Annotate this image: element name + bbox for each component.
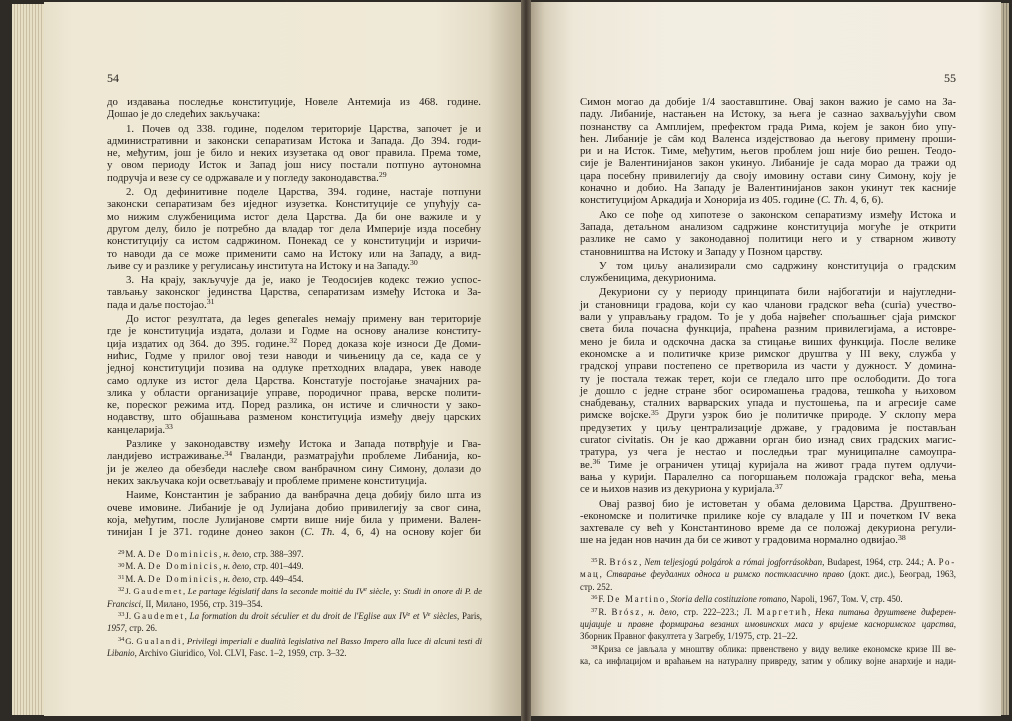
text-line [107,159,481,171]
footnote [107,635,482,660]
text-line [580,260,956,272]
footnote [580,593,956,605]
italic-text: Studi in onore di P. de [403,586,482,597]
footnote [580,556,956,593]
text-run: једној конституцији позива на одлуке претходних владара, увек наводе [107,362,481,375]
text-run: Други узрок био је политичке природе. У склопу мера [658,409,957,422]
paragraph [107,96,481,121]
italic-text: C. Th. [304,526,335,539]
text-run: , стр. 401–449. [249,561,304,572]
text-run: , Archivo Giuridico, Vol. CLVI, Fasc. 1–2, 1959, стр. 3–32. [134,648,347,659]
text-run: , [183,586,188,597]
text-run: се и њихов назив из декуриона у куријала. [580,483,775,496]
text-line [107,598,482,610]
paragraph [580,286,956,495]
text-line [580,272,956,284]
text-run: 4, 6, 4) на основу којег би [334,526,481,539]
author-name: мац [580,569,600,580]
author-name: Маргетић [756,606,808,617]
text-run: F. [598,594,608,605]
text-line [580,397,956,409]
text-run: пада и даље постојао. [107,298,207,311]
italic-text: Стварање феудалних односа и римско посткласично право [606,569,845,580]
superscript-text: e [427,611,431,619]
footnote-ref: 29 [378,170,387,180]
text-run: предузетих у циљу централизације државе, у градовима је постављан [580,421,956,434]
italic-text: Storia della costituzione romano [670,594,787,605]
text-line [580,471,956,483]
text-run: 4, 6, 6). [847,194,884,207]
text-line [580,459,956,471]
text-run: само одлуке из истог дела Царства. Констатује постојање значајних ра- [107,374,481,387]
text-run: , [807,606,816,617]
text-run: , II, Милано, 1956, стр. 319–354. [141,598,263,609]
footnote-number: 38 [591,643,598,651]
page-number: 55 [944,71,956,85]
paragraph [580,260,956,285]
text-run: злика у области организације управе, породичног права, верске полити- [107,386,481,399]
text-line [580,121,956,133]
text-run: нићис, Годме у прилог овој тези наводи и чињеницу да се, када се у [107,349,481,362]
footnote [580,643,956,668]
author-name: Gaudemet [133,586,183,597]
text-line [107,622,482,634]
text-run: мо нижим службеницима истог дела Царства. Да би оне важиле и у [107,210,481,223]
italic-text: н. дело [223,573,249,584]
paragraph [107,489,481,538]
footnote [107,585,482,610]
text-run: света била почасна функција, праћена разним привилегијама, а истовре- [580,323,956,336]
footnote [107,610,482,635]
text-run: Разлике у законодавству између Истока и Запада потврђује и Гва- [126,438,481,451]
text-line [107,560,482,572]
text-run: , [599,569,607,580]
author-name: De Dominicis [148,549,219,559]
text-run: , Napoli, 1967, Том. V, стр. 450. [786,594,903,605]
text-run: ција издатих од 364. до 395. године. [107,337,290,350]
text-line [107,186,481,198]
footnote [107,548,482,560]
text-run: до издавања последње конституције, Новеле Антемија из 468. године. [107,96,481,108]
italic-text: Privilegi imperiali e dualità legislativa nel Basso Impero alla luce di alcuni testi di [186,635,482,646]
text-run: познанству са Амплијем, префектом града Рима, којем је закон био упу- [580,120,956,133]
text-run: J. [125,586,134,597]
text-line [107,135,481,147]
text-line [580,96,956,108]
text-run: разлике не само у законодавној политици него и у стварном животу [580,233,956,246]
italic-text: Nem teljesjogú polgárok a római jogforrásokban [644,557,823,567]
footnote-ref: 34 [224,448,233,458]
text-run: вали у управљању градом. То је у доба највећег спољашњег сјаја римског [580,311,956,324]
text-line [580,568,956,580]
footnote-number: 31 [118,573,125,581]
text-run: римске војске. [580,409,651,422]
text-run: Зборник Правног факултета у Загребу, 1/1975, стр. 21–22. [580,631,798,642]
text-run: коначно и добио. На Западу је Валентинијанов закон укинут тек касније [580,182,956,195]
text-line [580,618,956,630]
text-line [107,647,482,659]
footnote-ref: 30 [409,258,418,268]
text-run: , [639,557,645,567]
text-run: становништва на Истоку и Западу у Позном царству. [580,245,823,258]
text-run: тинијан I је 371. године донео закон ( [107,526,305,539]
text-line [107,411,481,423]
text-line [580,133,956,145]
main-text [107,96,481,538]
superscript-text: e [407,611,411,619]
text-line [580,194,956,206]
text-run: економске а и политичке кризе римског друштва у III веку, служба у [580,347,956,360]
text-run: , стр. 222–223.; Л. [676,606,757,617]
text-line [107,375,481,387]
text-line [107,223,481,235]
text-line [107,399,481,411]
left-page [44,2,521,716]
text-line [107,526,481,538]
text-run: , стр. 388–397. [249,549,304,559]
text-run: Овај развој био је истоветан у обама деловима Царства. Друштвено- [599,497,956,510]
text-run: Декуриони су у периоду принципата били најбогатији и најугледни- [599,286,956,299]
text-run: , [218,561,224,572]
text-run: снабдевању, сталних варварских упада и пустошења, па и агресије саме [580,397,956,410]
text-line [107,635,482,647]
text-line [580,348,956,360]
text-run: сије је Валентинијанов закон укинуо. Либаније је сада морао да тражи од [580,157,956,170]
text-line [580,221,956,233]
text-line [107,147,481,159]
author-name: Brósz [609,557,640,567]
text-line [107,313,481,325]
text-run: -економске и политичке прилике које су владале у III и почетком IV века [580,509,956,522]
footnote-ref: 33 [165,422,173,432]
text-run: J. [125,611,134,622]
text-line [107,172,481,184]
text-run: R. [598,606,612,617]
text-run: curator civitatis. Он је као државни орган био изнад свих градских магис- [580,434,956,447]
text-run: , у: [389,586,404,597]
text-line [580,446,956,458]
italic-text: Le partage législatif dans la seconde moitié du IV [187,586,365,597]
text-run: , [953,619,956,630]
right-page [531,2,1001,716]
text-run: конституцију са истом садржином. Понекад се у конституцији и изричи- [107,235,481,248]
italic-text: La formation du droit séculier et du droit de l'Eglise aux IV [189,611,408,622]
text-run: захтевале су већ у Константиново време да се положај декуриона регули- [580,522,956,535]
text-line [580,655,956,667]
text-run: M. A. [125,573,149,584]
text-run: Симон могао да добије 1/4 заоставштине. Овај закон важио је само на За- [580,96,956,108]
text-line [107,96,481,108]
text-run: ка, са инфлацијом и враћањем на натуралну привреду, затим у облику војне анархије и нади- [580,656,956,667]
text-line [107,502,481,514]
text-line [107,438,481,450]
paragraph [107,313,481,436]
text-run: мено је била и одскочна даска за стицање виших функција. После велике [580,335,956,348]
text-line [580,299,956,311]
text-run: Тиме је ограничен утицај куријала на живот града путем одлучи- [600,458,956,471]
text-line [580,323,956,335]
text-run: , [218,549,224,559]
text-line [580,434,956,446]
text-line [107,274,481,286]
text-line [580,170,956,182]
footnote-ref: 32 [289,336,298,346]
text-run: нодавству, што објашњава разменом конституција између двеју царских [107,411,481,424]
footnote-number: 36 [591,594,598,602]
footnote-number: 29 [118,549,125,557]
text-run: канцеларија. [107,423,166,436]
page-stack-edge-left [12,4,45,715]
text-run: , Budapest, 1964, стр. 244.; А. [822,557,939,567]
italic-text: et V [410,611,428,622]
text-line [580,510,956,522]
text-line [580,643,956,655]
text-run: то наводи да се може применити само на Истоку или на Западу, а вид- [107,247,481,260]
text-line [107,475,481,487]
footnote-ref: 36 [592,457,601,467]
footnote-ref: 37 [774,481,783,491]
text-line [107,387,481,399]
italic-text: н. дело [223,561,249,572]
text-line [580,409,956,421]
text-run: конституцијом Аркадија и Хонорија из 405. године ( [580,194,821,207]
footnote-ref: 31 [206,297,215,307]
text-run: , Paris, [456,611,482,622]
text-run: љиве су и разлике у регулисању института на Истоку и на Западу. [107,259,410,272]
footnote-number: 33 [118,611,125,619]
text-run: Криза се јављала у мноштву облика: првенствено у виду велике економске кризе III ве- [598,643,956,654]
page-number: 54 [107,71,119,85]
text-line [580,209,956,221]
footnote [107,573,482,585]
text-run: цара посебну привилегију да своју имовину остави сину Симону, коју је [580,169,956,182]
text-run: не, међутим, још је било и неких изузетака од овог правила. Према томе, [107,147,481,160]
text-run: Наиме, Константин је забранио да ванбрачна деца добију било шта из [126,489,481,502]
text-run: очеве имовине. Либаније је од Јулијана добио привилегију за свог сина, [107,501,481,514]
text-line [580,246,956,258]
text-line [580,108,956,120]
text-run: вања у курији. Паралелно са погоршањем положаја градског већа, мења [580,470,956,483]
author-name: De Martino [607,594,667,605]
main-text [580,96,956,547]
paragraph [107,438,481,487]
text-run: G. [125,635,137,646]
text-run: ћен. Либаније је сâм код Валенса издејствовао да његову примену проши- [580,132,956,145]
text-line [107,362,481,374]
footnote [580,606,956,643]
text-line [107,286,481,298]
footnote-number: 30 [118,561,125,569]
text-run: паду. Либаније, настањен на Истоку, за њега је сазнао захваљујући свом [580,108,956,121]
italic-text: н. дело [223,549,249,559]
text-run: До истог резултата, да leges generales немају примену ван територије [126,313,481,326]
text-run: R. [598,557,610,567]
text-run: у овом периоду Исток и Запад још нису постали потпуно аутономна [107,159,481,172]
text-line [580,311,956,323]
text-line [580,385,956,397]
text-run: ке, пореског режима итд. Поред разлика, он истиче и сличности у зако- [107,399,481,412]
text-run: 2. Од дефинитивне поделе Царства, 394. године, настаје потпуни [126,186,481,199]
text-run: Гваланди, разматрајући проблеме Либанија, ко- [232,450,481,463]
text-line [580,233,956,245]
text-line [107,198,481,210]
text-run: Ако се пође од хипотезе о законском сепаратизму између Истока и [599,208,956,221]
author-name: Gaudemet [133,611,185,622]
footnote-number: 37 [591,606,598,614]
text-run: Дошао је до следећих закључака: [107,108,261,121]
text-run: неких закључака који осветљавају и проблеме примене конституција. [107,474,427,487]
text-run: стр. 252. [580,581,613,592]
text-run: законски сепаратизам без иједног изузетка. Конституције се упућују са- [107,198,481,211]
italic-text: н. дело [648,606,677,617]
text-line [107,235,481,247]
text-line [107,211,481,223]
paragraph [580,498,956,547]
text-run: где је конституција издата, долази и Годме на основу анализе конститу- [107,325,481,338]
text-run: ји је желео да обезбеди наслеђе свом ванбрачном сину Симону, долази до [107,462,481,475]
text-run: ји становници градова, који су као чланови градског већа (curia) учество- [580,298,956,311]
footnote-ref: 35 [650,407,659,417]
text-line [107,424,481,436]
paragraph [107,186,481,272]
footnote [107,560,482,572]
text-run: (докт. дис.), Београд, 1963, [844,569,956,580]
text-run: подручја и везе су се одржавале и у погледу законодавства. [107,171,379,184]
text-run: У том циљу анализирали смо садржину конституција о градским [599,259,956,272]
text-run: тављању законског јединства Царства, сепаратизам између Истока и За- [107,286,481,299]
italic-text: siècle [366,586,390,597]
text-line [107,299,481,311]
text-line [580,182,956,194]
paragraph [107,274,481,311]
superscript-text: e [364,586,367,594]
italic-text: 1957 [107,623,125,634]
text-run: , [666,594,671,605]
text-run: градској управи постепено се претворила из части у дужност. У домина- [580,360,956,373]
text-run: службеницима, декурионима. [580,272,717,285]
text-line [107,108,481,120]
paragraph [107,123,481,184]
text-run: M. A. [125,561,149,572]
text-line [580,498,956,510]
page-stack-edge-right [1001,3,1009,715]
paragraph [580,209,956,258]
text-line [107,260,481,272]
text-line [580,630,956,642]
text-line [580,534,956,546]
text-line [107,463,481,475]
text-line [580,286,956,298]
italic-text: Libanio [107,648,135,659]
text-line [107,338,481,350]
author-name: Ро- [938,557,957,567]
italic-text: siècles [430,611,457,622]
text-line [107,573,482,585]
footnote-number: 35 [591,557,598,565]
text-line [580,336,956,348]
text-line [107,610,482,622]
author-name: De Dominicis [148,573,219,584]
text-run: је дошло с једне стране због осиромашења градова, тешкоћа у њиховом [580,384,956,397]
text-run: , [182,635,187,646]
paragraph [580,96,956,207]
italic-text: цијације и правне формирања везаних имовинских маса у вријеме касноримског царства [580,619,954,630]
text-run: 3. На крају, закључује да је, иако је Теодосијев кодекс тежио успос- [126,274,481,287]
text-run: , [218,573,224,584]
text-line [580,373,956,385]
text-line [580,157,956,169]
text-line [107,548,482,560]
italic-text: Francisci [107,598,142,609]
author-name: Brósz [611,606,642,617]
text-run: која, међутим, после Јулијанове смрти више није била у примени. Вален- [107,513,481,526]
text-run: Поред доказа које износи Де Доми- [297,337,481,350]
text-run: ту је постала тежак терет, који се гледало што пре ослободити. До тога [580,372,956,385]
text-line [580,556,956,568]
text-line [580,360,956,372]
text-line [107,350,481,362]
text-line [580,593,956,605]
text-run: , [641,606,649,617]
text-run: ше на један нов начин да би се живот у градовима нормално одвијао. [580,534,898,547]
italic-text: Нека питања друштвене диферен- [815,606,957,617]
text-line [580,581,956,593]
text-line [580,422,956,434]
text-line [580,483,956,495]
author-name: De Dominicis [148,561,219,572]
text-run: административни и законски сепаратизам Истока и Запада. До 394. годи- [107,134,481,147]
text-run: другом делу, било је потребно да владар тог дела Империје изда посебну [107,222,481,235]
text-run: ве. [580,458,593,471]
text-line [107,248,481,260]
text-run: , стр. 26. [124,623,158,634]
text-line [580,606,956,618]
author-name: Gualandi [136,635,183,646]
text-line [107,450,481,462]
text-run: ри и на Исток. Тиме, међутим, његов проблем још није био решен. Теодо- [580,145,956,158]
text-run: Запада, детаљном анализом садржине конституција могуће је открити [580,220,956,233]
text-line [107,123,481,135]
text-line [580,145,956,157]
text-run: 1. Почев од 338. године, поделом територије Царства, започет је и [126,122,481,135]
text-run: ландијево истраживање. [107,450,225,463]
footnote-ref: 38 [898,532,906,542]
text-run: , [184,611,190,622]
footnotes [107,548,482,660]
text-line [107,489,481,501]
italic-text: C. Th. [820,194,848,207]
text-run: тратура, уз чега је нестао и последњи траг муниципалне самоупра- [580,446,956,459]
footnote-number: 32 [118,586,125,594]
text-line [107,585,482,597]
footnotes [580,556,956,668]
text-run: , стр. 449–454. [249,573,304,584]
text-run: M. A. [125,549,149,559]
book-gutter [521,0,531,721]
footnote-number: 34 [118,636,125,644]
text-line [107,514,481,526]
